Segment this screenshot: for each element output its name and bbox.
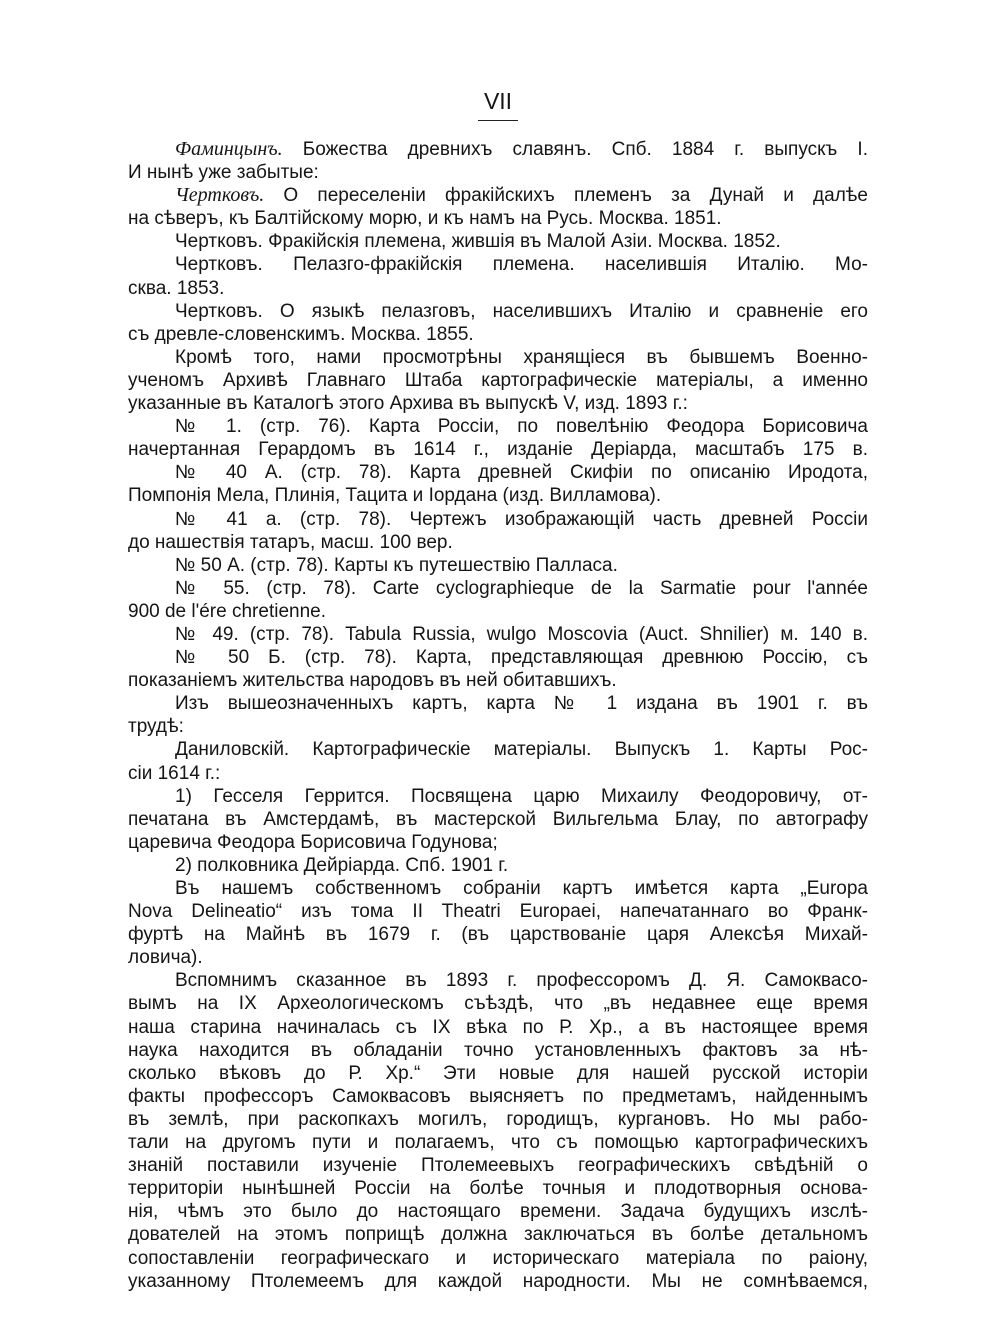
text-line: 1) Гесселя Геррится. Посвящена царю Михаилу Феодоровичу, от- — [175, 785, 868, 807]
text-line: показанiемъ жительства народовъ въ ней обитавшихъ. — [128, 670, 617, 692]
text-line: сколько вѣковъ до Р. Хр.“ Эти новые для нашей русской исторiи — [128, 1062, 868, 1084]
page-number-underline — [478, 120, 518, 121]
author-name: Чертковъ. — [175, 184, 265, 207]
text-line: Помпонiя Мела, Плинiя, Тацита и Iордана (изд. Вилламова). — [128, 485, 662, 507]
text-line: факты профессоръ Самоквасовъ выясняетъ по предметамъ, найденнымъ — [128, 1085, 868, 1107]
text-line: нiя, чѣмъ это было до настоящаго времени. Задача будущихъ изслѣ- — [128, 1201, 868, 1223]
text-line: ученомъ Архивѣ Главнаго Штаба картографическiе матерiалы, а именно — [128, 369, 868, 391]
text-line: сiи 1614 г.: — [128, 762, 221, 784]
text-line: Чертковъ. Пелазго-фракiйскiя племена. населившiя Италiю. Мо- — [175, 254, 868, 276]
text-line: наука находится въ обладанiи точно установленныхъ фактовъ за нѣ- — [128, 1039, 868, 1061]
text-line: съ древле-словенскимъ. Москва. 1855. — [128, 323, 474, 345]
page-number: VII — [483, 88, 513, 114]
citation-text: Божества древнихъ славянъ. Спб. 1884 г. выпускъ I. — [282, 139, 868, 160]
text-line: № 1. (стр. 76). Карта Россiи, по повелѣнiю Феодора Борисовича — [175, 416, 868, 438]
text-line: на сѣверъ, къ Балтiйскому морю, и къ намъ на Русь. Москва. 1851. — [128, 208, 722, 230]
text-line: № 55. (стр. 78). Carte cyclographieque de la Sarmatie pour l'année — [175, 577, 868, 599]
text-line: территорiи нынѣшней Россiи на болѣе точныя и плодотворныя основа- — [128, 1178, 868, 1200]
author-name: Фаминцынъ. — [175, 138, 283, 160]
text-line: указанные въ Каталогѣ этого Архива въ выпускѣ V, изд. 1893 г.: — [128, 393, 688, 415]
text-line: тали на другомъ пути и полагаемъ, что съ помощью картографическихъ — [128, 1132, 868, 1154]
text-line: сопоставленiи географическаго и историческаго матерiала по раiону, — [128, 1247, 868, 1269]
citation-text: О переселенiи фракiйскихъ племенъ за Дунай и далѣе — [264, 185, 868, 207]
text-line: Nova Delineatio“ изъ тома II Theatri Europaei, напечатаннаго во Франк- — [128, 901, 868, 923]
text-line: И нынѣ уже забытые: — [128, 162, 319, 184]
text-line: трудѣ: — [128, 716, 184, 738]
text-line: сква. 1853. — [128, 277, 225, 299]
text-line: № 50 Б. (стр. 78). Карта, представляющая древнюю Россiю, съ — [175, 647, 868, 669]
text-line: наша старина начиналась съ IX вѣка по Р. Хр., а въ настоящее время — [128, 1016, 868, 1038]
text-line: Даниловскiй. Картографическiе матерiалы. Выпускъ 1. Карты Рос- — [175, 739, 868, 761]
text-line: 900 de l'ére chretienne. — [128, 600, 326, 622]
text-line: въ землѣ, при раскопкахъ могилъ, городищъ, кургановъ. Но мы рабо- — [128, 1108, 868, 1130]
text-line: Чертковъ. О языкѣ пелазговъ, населившихъ Италiю и сравненiе его — [175, 300, 868, 322]
text-line: № 41 а. (стр. 78). Чертежъ изображающiй часть древней Россiи — [175, 508, 868, 530]
page-body — [128, 138, 868, 1293]
text-line: указанному Птолемеемъ для каждой народности. Мы не сомнѣваемся, — [128, 1270, 868, 1292]
text-line: Вспомнимъ сказанное въ 1893 г. профессоромъ Д. Я. Самоквасо- — [175, 970, 868, 992]
text-line: фуртѣ на Майнѣ въ 1679 г. (въ царствованiе царя Алексѣя Михай- — [128, 924, 868, 946]
text-line: до нашествiя татаръ, масш. 100 вер. — [128, 531, 453, 553]
text-line — [128, 184, 868, 207]
text-line: печатана въ Амстердамѣ, въ мастерской Вильгельма Блау, по автографу — [128, 808, 868, 830]
text-line: № 50 А. (стр. 78). Карты къ путешествiю Палласа. — [175, 554, 618, 576]
text-line: 2) полковника Дейрiарда. Спб. 1901 г. — [175, 854, 509, 876]
text-line: начертанная Герардомъ въ 1614 г., изданiе Дерiарда, масштабъ 175 в. — [128, 439, 868, 461]
text-line: Кромѣ того, нами просмотрѣны хранящiеся въ бывшемъ Военно- — [175, 346, 868, 368]
text-line: № 40 А. (стр. 78). Карта древней Скифiи по описанiю Иродота, — [175, 462, 868, 484]
text-line: Чертковъ. Фракiйскiя племена, жившiя въ Малой Азiи. Москва. 1852. — [175, 231, 781, 253]
text-line: вымъ на IX Археологическомъ съѣздѣ, что „въ недавнее еще время — [128, 993, 868, 1015]
text-line: ловича). — [128, 947, 203, 969]
text-line: дователей на этомъ поприщѣ должна заключаться въ болѣе детальномъ — [128, 1224, 868, 1246]
text-line: знанiй поставили изученiе Птолемеевыхъ географическихъ свѣдѣнiй о — [128, 1155, 868, 1177]
text-line: Въ нашемъ собственномъ собранiи картъ имѣется карта „Europa — [175, 878, 868, 899]
text-line: царевича Феодора Борисовича Годунова; — [128, 831, 498, 853]
text-line — [128, 138, 868, 161]
text-line: Изъ вышеозначенныхъ картъ, карта № 1 издана въ 1901 г. въ — [175, 693, 868, 715]
text-line: № 49. (стр. 78). Tabula Russia, wulgo Moscovia (Auct. Shnilier) м. 140 в. — [175, 623, 868, 645]
